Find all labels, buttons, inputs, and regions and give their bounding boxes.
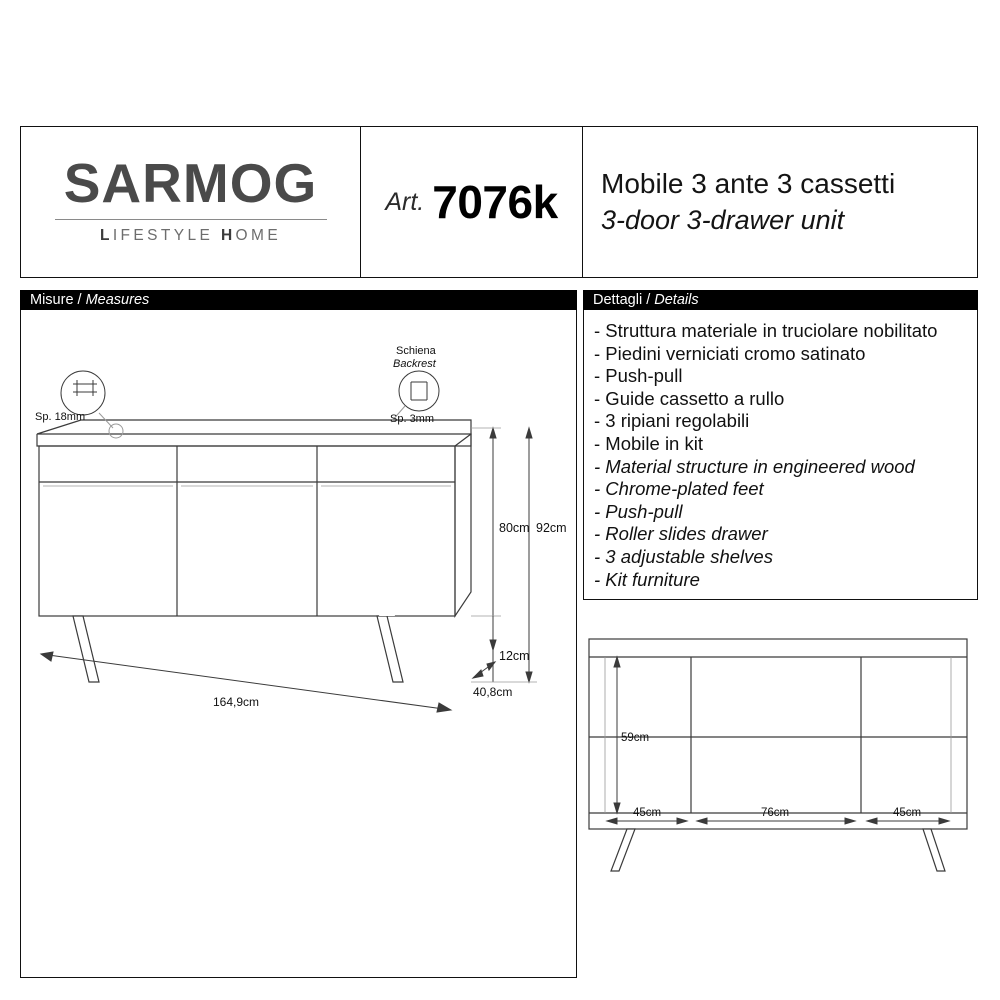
measures-bar-en: Measures — [85, 292, 150, 308]
measures-panel — [20, 310, 577, 978]
details-bar-it: Dettagli / — [593, 292, 655, 308]
tagline-l: L — [99, 226, 113, 244]
detail-item-en-3: - Roller slides drawer — [594, 523, 768, 545]
tagline-h: H — [220, 226, 236, 244]
product-title-cell — [583, 127, 977, 277]
shelf-height-dimension: 59cm — [621, 732, 650, 744]
bay-right-dimension: 45cm — [893, 807, 922, 819]
details-bar-en: Details — [654, 292, 699, 308]
width-dimension: 164,9cm — [213, 695, 260, 709]
detail-item-it-4: - 3 ripiani regolabili — [594, 410, 750, 432]
detail-item-it-5: - Mobile in kit — [594, 432, 703, 454]
tagline-ome: OME — [235, 226, 282, 244]
measures-bar-it: Misure / — [30, 292, 86, 308]
detail-item-en-4: - 3 adjustable shelves — [594, 545, 773, 567]
detail-item-en-1: - Chrome-plated feet — [594, 478, 764, 500]
article-label: Art. — [385, 187, 425, 216]
product-title-en: 3-door 3-drawer unit — [601, 205, 845, 236]
total-height-dimension: 92cm — [536, 521, 567, 535]
furniture-measure-drawing — [21, 310, 576, 976]
measures-section-bar — [20, 290, 577, 310]
detail-item-en-0: - Material structure in engineered wood — [594, 455, 915, 477]
detail-item-it-3: - Guide cassetto a rullo — [594, 387, 785, 409]
detail-item-en-2: - Push-pull — [594, 500, 683, 522]
internal-layout-drawing — [583, 625, 978, 875]
product-title-it: Mobile 3 ante 3 cassetti — [601, 168, 896, 200]
bay-center-dimension: 76cm — [761, 807, 790, 819]
brand-name: SARMOG — [63, 151, 318, 214]
leg-height-dimension: 12cm — [499, 649, 530, 663]
detail-item-it-2: - Push-pull — [594, 365, 683, 387]
thickness-top-label: Sp. 18mm — [35, 411, 86, 423]
details-panel — [583, 310, 978, 600]
detail-item-en-5: - Kit furniture — [594, 568, 700, 590]
backrest-label-en: Backrest — [393, 358, 436, 370]
tagline-ifestyle: IFESTYLE — [112, 226, 214, 244]
backrest-label-it: Schiena — [396, 345, 436, 357]
brand-logo — [21, 127, 361, 277]
thickness-back-label: Sp. 3mm — [390, 413, 435, 425]
article-cell — [361, 127, 583, 277]
article-code: 7076k — [432, 176, 558, 228]
header — [20, 126, 978, 278]
detail-item-it-0: - Struttura materiale in truciolare nobilitato — [594, 320, 938, 341]
internal-layout-panel — [583, 625, 978, 875]
brand-tagline — [100, 227, 281, 245]
body-height-dimension: 80cm — [499, 521, 530, 535]
details-section-bar — [583, 290, 978, 310]
logo-divider — [55, 219, 327, 220]
bay-left-dimension: 45cm — [633, 807, 662, 819]
depth-dimension: 40,8cm — [473, 685, 513, 699]
detail-item-it-1: - Piedini verniciati cromo satinato — [594, 342, 866, 364]
